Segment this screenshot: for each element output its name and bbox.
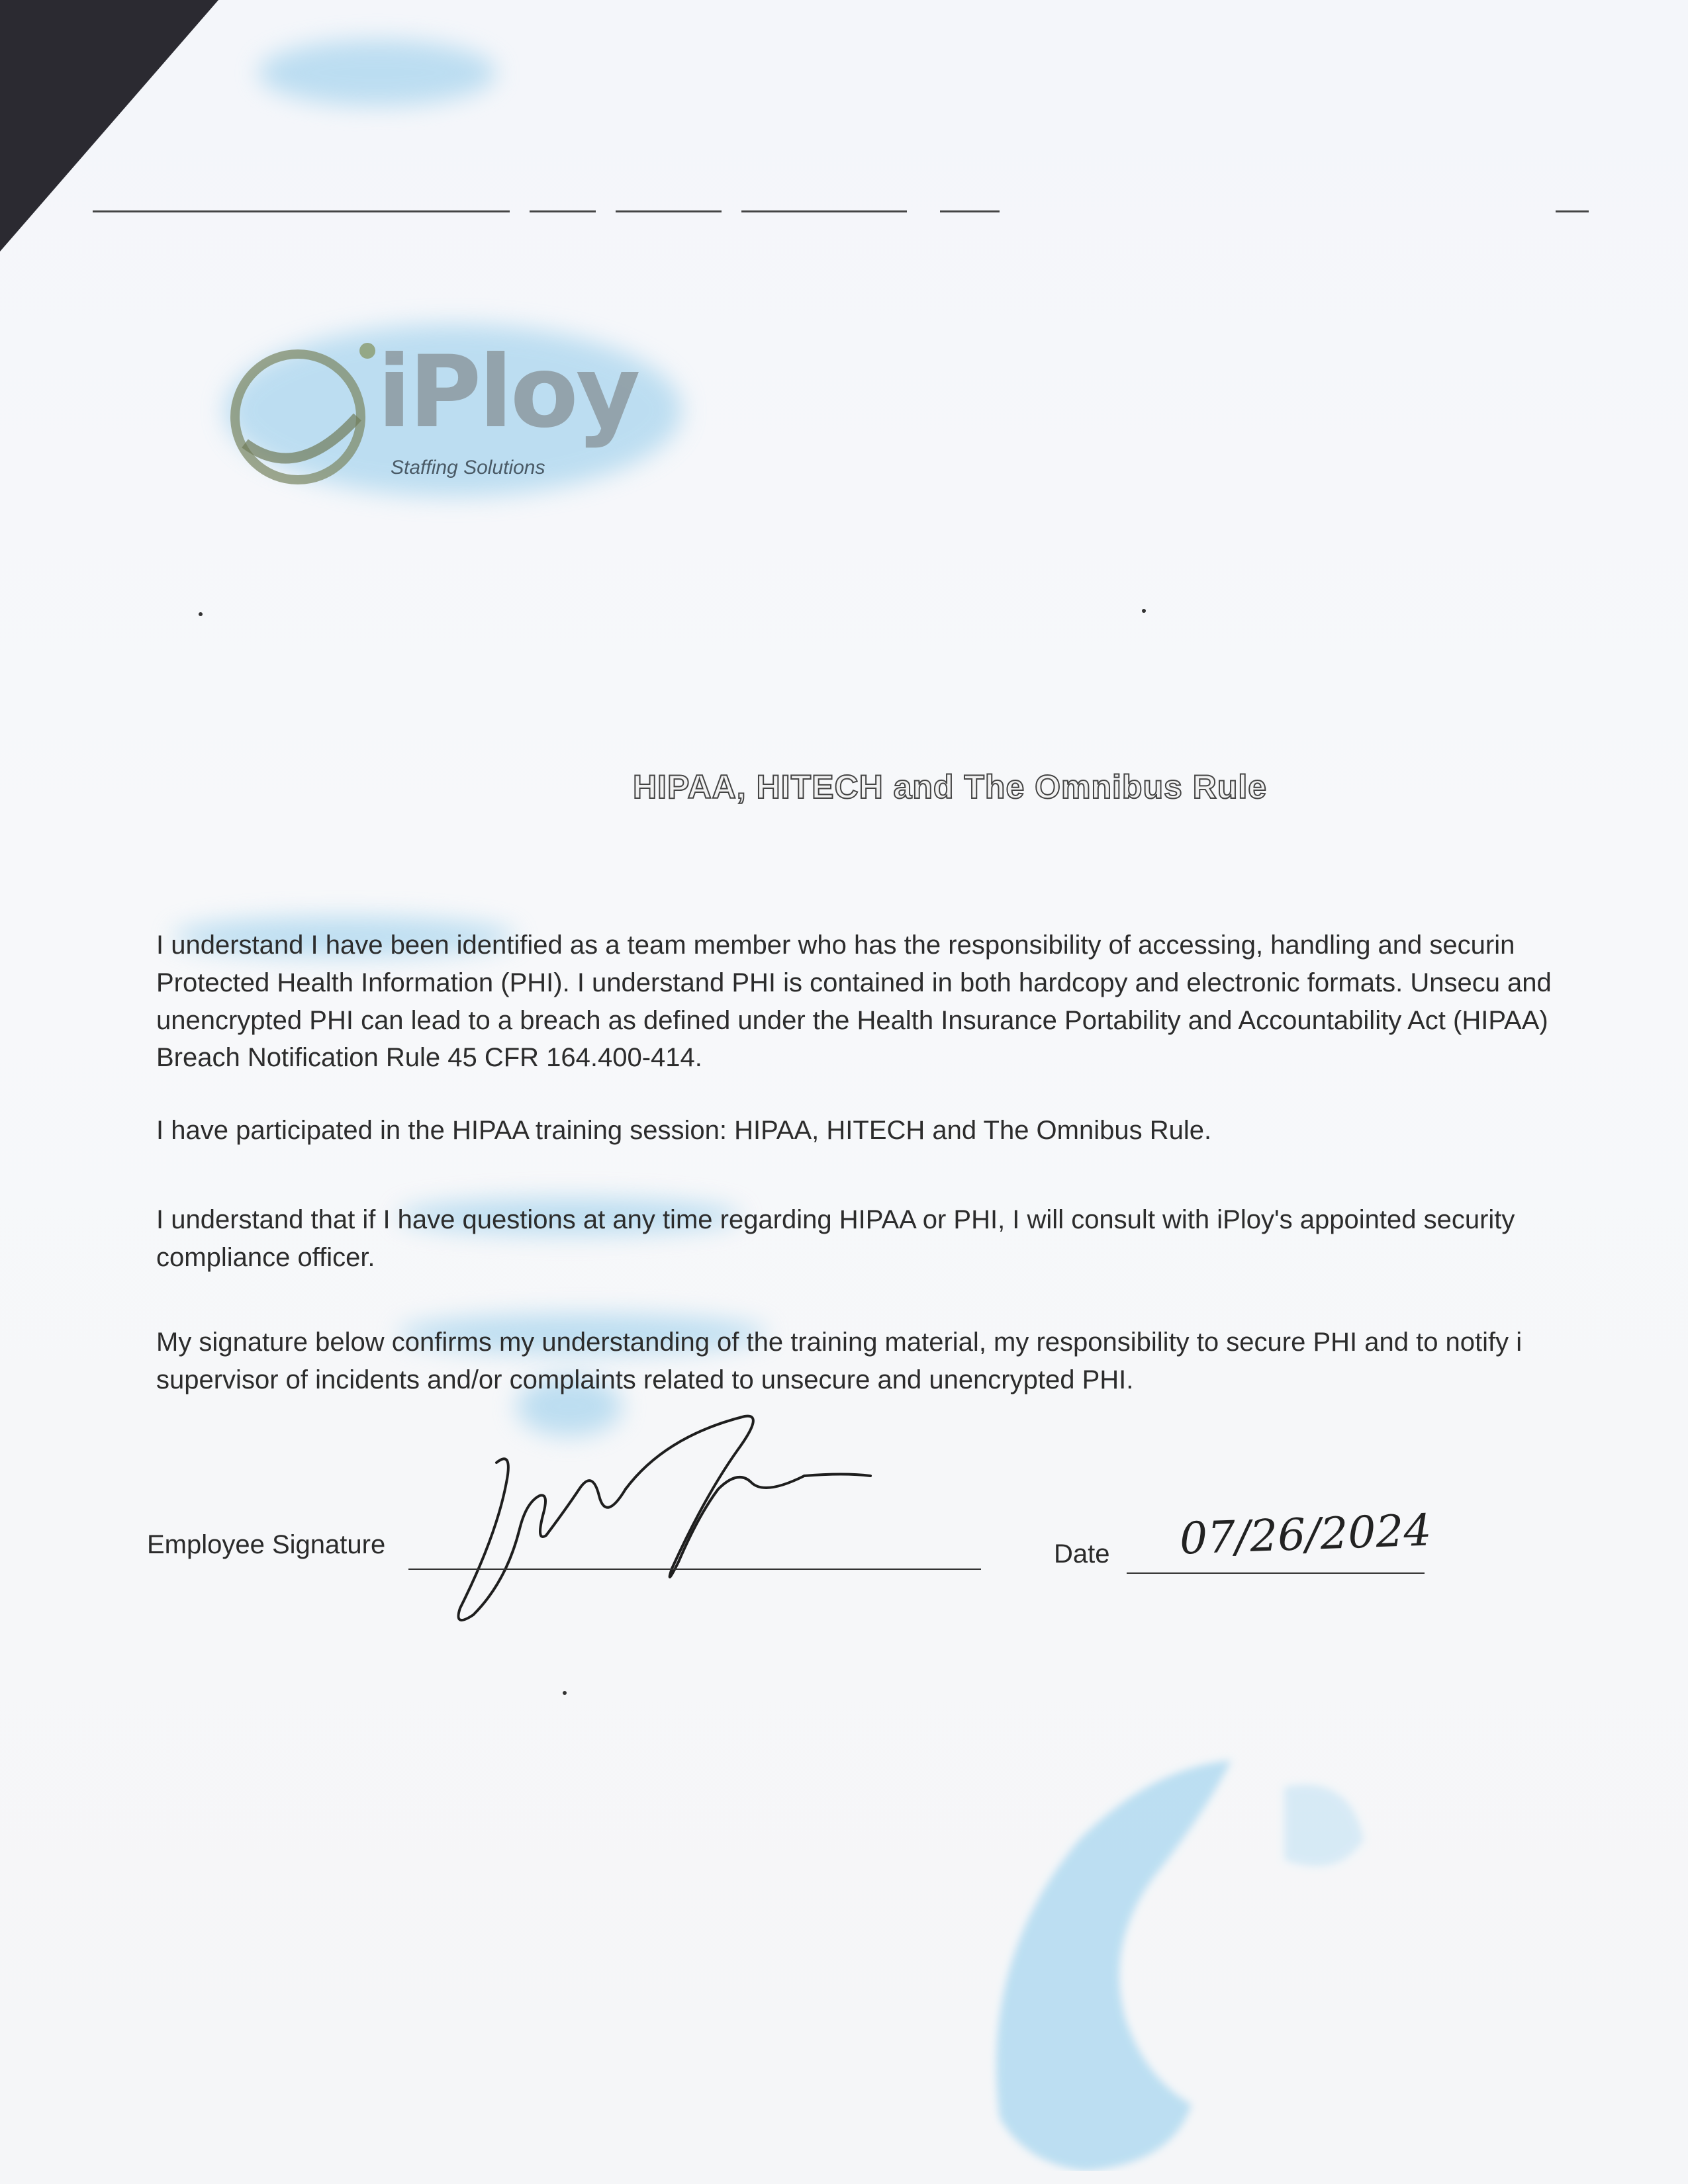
- paragraph-training-participation: I have participated in the HIPAA training session: HIPAA, HITECH and The Omnibus Rule.: [156, 1116, 1212, 1145]
- header-rule: [530, 210, 596, 212]
- document-title: HIPAA, HITECH and The Omnibus Rule: [632, 768, 1268, 805]
- paragraph-compliance-contact: I understand that if I have questions at any time regarding HIPAA or PHI, I will consult with iPloy's appointed security compliance officer.: [156, 1205, 1515, 1272]
- ink-smudge: [258, 40, 496, 106]
- signature-block: [147, 1504, 1537, 1595]
- header-rule: [616, 210, 722, 212]
- logo-wordmark: iPloy: [377, 335, 638, 450]
- stray-mark: [199, 612, 203, 616]
- company-logo: [225, 335, 702, 503]
- stray-mark: [1142, 609, 1146, 613]
- logo-tagline: Staffing Solutions: [391, 457, 545, 478]
- globe-logo-icon: [225, 338, 377, 490]
- date-label: Date: [1054, 1539, 1110, 1569]
- paragraph-phi-responsibility: I understand I have been identified as a team member who has the responsibility of accessing, handling and securin Protected Health Information (PHI). I understand PHI is contained in both hardcopy and electronic formats. Unsecu and unencrypted PHI can lead to a breach as defined under the Health Insurance Portability and Accountability Act (HIPAA) Breach Notification Rule 45 CFR 164.400-414.: [156, 931, 1552, 1073]
- header-rule: [741, 210, 907, 212]
- paragraph-signature-confirmation: My signature below confirms my understanding of the training material, my responsibility to secure PHI and to notify i supervisor of incidents and/or complaints related to unsecure and unencrypted PHI.: [156, 1328, 1523, 1394]
- header-rule: [1556, 210, 1589, 212]
- employee-signature-label: Employee Signature: [147, 1530, 386, 1559]
- folded-corner-shadow: [0, 0, 218, 251]
- stray-mark: [563, 1691, 567, 1695]
- header-rule: [940, 210, 1000, 212]
- date-line: [1127, 1572, 1425, 1574]
- header-rule: [93, 210, 510, 212]
- signature-line: [408, 1569, 981, 1570]
- date-value: 07/26/2024: [1178, 1504, 1432, 1565]
- globe-watermark-icon: [953, 1707, 1615, 2171]
